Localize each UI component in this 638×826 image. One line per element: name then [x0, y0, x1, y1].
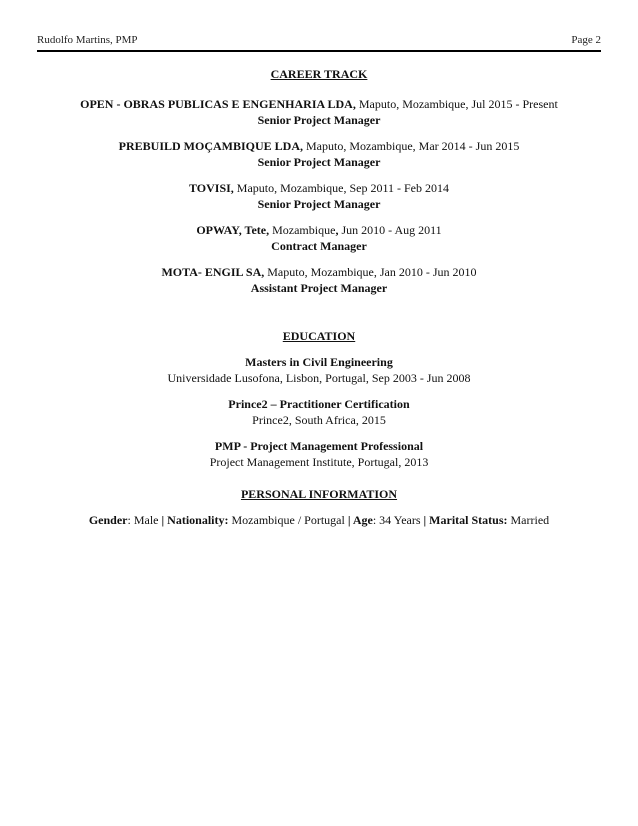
personal-information-heading: PERSONAL INFORMATION	[240, 487, 398, 501]
education-entry	[30, 354, 608, 386]
gender-label: Gender	[88, 513, 128, 527]
page-header	[37, 34, 601, 46]
career-entry	[30, 138, 608, 170]
job-details-comma: ,	[335, 223, 339, 237]
separator: |	[347, 513, 351, 527]
job-details: Maputo, Mozambique, Jan 2010 - Jun 2010	[264, 265, 477, 279]
separator: |	[161, 513, 165, 527]
resume-content	[30, 66, 608, 528]
career-track-heading: CAREER TRACK	[270, 67, 368, 81]
company-name: OPEN - OBRAS PUBLICAS E ENGENHARIA LDA,	[80, 97, 356, 111]
job-role: Contract Manager	[271, 239, 367, 253]
career-entry	[30, 222, 608, 254]
company-name: PREBUILD MOÇAMBIQUE LDA,	[118, 139, 304, 153]
company-name: OPWAY, Tete,	[196, 223, 270, 237]
job-role: Assistant Project Manager	[250, 281, 388, 295]
job-role: Senior Project Manager	[257, 197, 381, 211]
nationality-value: Mozambique / Portugal	[228, 513, 348, 527]
marital-status-value: Married	[507, 513, 550, 527]
institution-details: Project Management Institute, Portugal, 2013	[209, 455, 429, 469]
education-heading: EDUCATION	[282, 329, 356, 343]
marital-status-label: Marital Status:	[426, 513, 508, 527]
page-number: Page 2	[571, 34, 601, 46]
job-location: Mozambique	[269, 223, 336, 237]
personal-information-line	[30, 512, 608, 528]
age-label: Age	[350, 513, 373, 527]
degree-name: PMP - Project Management Professional	[214, 439, 424, 453]
institution-details: Universidade Lusofona, Lisbon, Portugal, Sep 2003 - Jun 2008	[167, 371, 471, 385]
institution-details: Prince2, South Africa, 2015	[252, 413, 386, 427]
company-name: MOTA- ENGIL SA,	[161, 265, 265, 279]
job-details: Maputo, Mozambique, Mar 2014 - Jun 2015	[303, 139, 520, 153]
job-details: Maputo, Mozambique, Sep 2011 - Feb 2014	[233, 181, 449, 195]
age-colon: :	[372, 513, 377, 527]
degree-name: Prince2 – Practitioner Certification	[228, 397, 410, 411]
job-details: Maputo, Mozambique, Jul 2015 - Present	[355, 97, 558, 111]
separator: |	[423, 513, 427, 527]
career-entry	[30, 96, 608, 128]
nationality-label: Nationality:	[164, 513, 229, 527]
job-role: Senior Project Manager	[257, 113, 381, 127]
career-entry	[30, 180, 608, 212]
degree-name: Masters in Civil Engineering	[245, 355, 393, 369]
career-entry	[30, 264, 608, 296]
job-dates: Jun 2010 - Aug 2011	[338, 223, 442, 237]
header-name: Rudolfo Martins, PMP	[37, 34, 138, 46]
header-rule	[37, 50, 601, 52]
company-name: TOVISI,	[188, 181, 234, 195]
age-value: 34 Years	[376, 513, 424, 527]
job-role: Senior Project Manager	[257, 155, 381, 169]
education-entry	[30, 396, 608, 428]
gender-value: Male	[130, 513, 162, 527]
education-entry	[30, 438, 608, 470]
gender-colon: :	[127, 513, 131, 527]
